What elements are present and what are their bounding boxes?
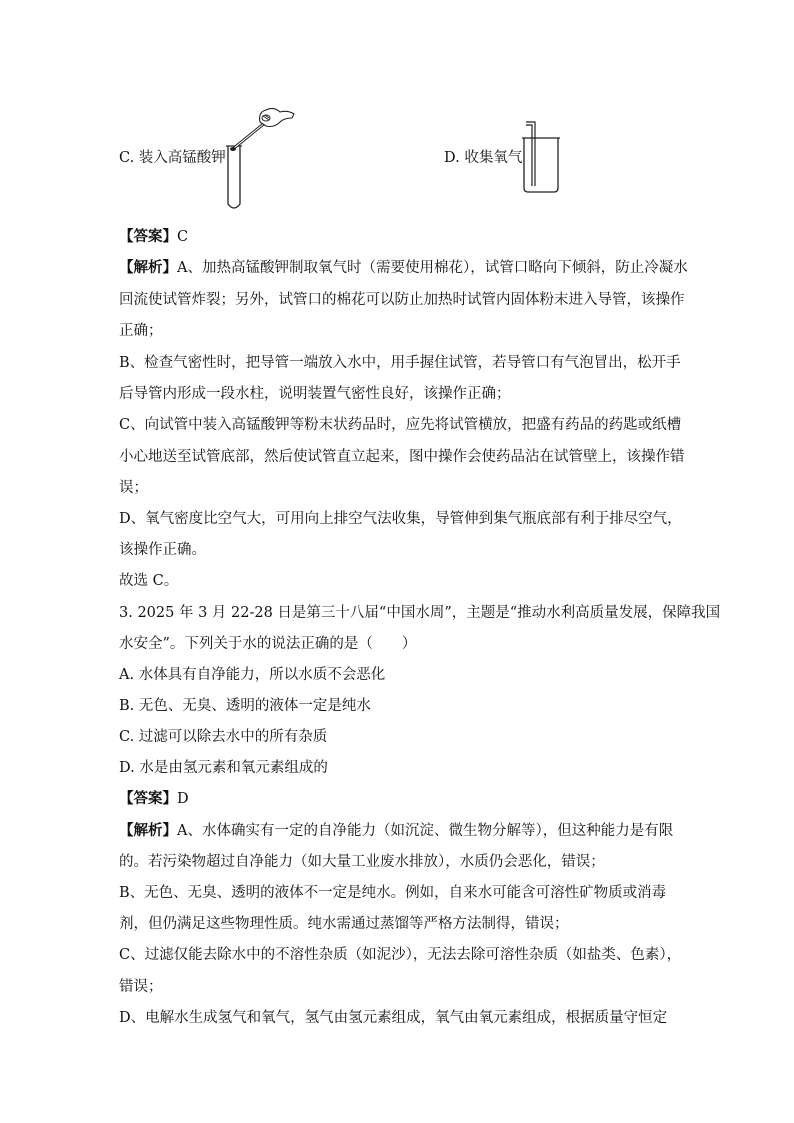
q2-answer: [119, 227, 188, 247]
q3-analysis-line: 剂，但仍满足这些物理性质。纯水需通过蒸馏等严格方法制得，错误；: [119, 916, 569, 932]
q3-option-a: A. 水体具有自净能力，所以水质不会恶化: [119, 667, 386, 683]
q2-analysis-line: D、氧气密度比空气大，可用向上排空气法收集，导管伸到集气瓶底部有利于排尽空气，: [119, 511, 682, 527]
q3-analysis-line: B、无色、无臭、透明的液体不一定是纯水。例如，自来水可能含可溶性矿物质或消毒: [119, 885, 667, 901]
q2-analysis-line: 误；: [119, 480, 148, 496]
answer-value: C: [177, 229, 189, 245]
q2-analysis-line: 正确；: [119, 323, 163, 339]
q2-analysis-line: C、向试管中装入高锰酸钾等粉末状药品时，应先将试管横放，把盛有药品的药匙或纸槽: [119, 417, 682, 433]
q2-analysis-line: 后导管内形成一段水柱，说明装置气密性良好，该操作正确；: [119, 386, 511, 402]
q2-analysis-line: 回流使试管炸裂；另外，试管口的棉花可以防止加热时试管内固体粉末进入导管，该操作: [119, 292, 685, 308]
q3-option-d: D. 水是由氢元素和氧元素组成的: [119, 760, 328, 776]
test-tube-spatula-figure: [222, 100, 300, 212]
answer-tag: 【答案】: [119, 790, 177, 807]
q3-stem-line: 水安全”。下列关于水的说法正确的是（ ）: [119, 636, 417, 652]
option-c-label: C. 装入高锰酸钾: [119, 150, 226, 166]
q3-stem-line: 3. 2025 年 3 月 22-28 日是第三十八届“中国水周”，主题是“推动水利高质量发展，保障我国: [119, 605, 721, 621]
q2-analysis-line: 【解析】A、加热高锰酸钾制取氧气时（需要使用棉花），试管口略向下倾斜，防止冷凝水: [119, 259, 688, 276]
q3-answer: [119, 789, 189, 809]
gas-collection-bottle-figure: [518, 118, 562, 194]
answer-value: D: [177, 791, 189, 807]
q2-analysis-line: 故选 C。: [119, 573, 179, 589]
q3-analysis-line: D、电解水生成氢气和氧气，氢气由氢元素组成，氧气由氧元素组成，根据质量守恒定: [119, 1010, 668, 1026]
analysis-tag: 【解析】: [119, 259, 177, 276]
answer-tag: 【答案】: [119, 228, 177, 245]
q3-analysis-line: C、过滤仅能去除水中的不溶性杂质（如泥沙），无法去除可溶性杂质（如盐类、色素），: [119, 947, 682, 963]
q3-analysis-line: 错误；: [119, 979, 163, 995]
q3-option-c: C. 过滤可以除去水中的所有杂质: [119, 729, 328, 745]
q2-analysis-line: 小心地送至试管底部，然后使试管直立起来，图中操作会使药品沾在试管壁上，该操作错: [119, 449, 685, 465]
q3-option-b: B. 无色、无臭、透明的液体一定是纯水: [119, 698, 371, 714]
q3-analysis-line: 的。若污染物超过自净能力（如大量工业废水排放），水质仍会恶化，错误；: [119, 854, 605, 870]
q2-analysis-line: B、检查气密性时，把导管一端放入水中，用手握住试管，若导管口有气泡冒出，松开手: [119, 355, 681, 371]
option-d-label: D. 收集氧气: [444, 150, 523, 166]
analysis-tag: 【解析】: [119, 822, 177, 839]
q3-analysis-line: 【解析】A、水体确实有一定的自净能力（如沉淀、微生物分解等），但这种能力是有限: [119, 822, 674, 839]
q2-analysis-line: 该操作正确。: [119, 542, 206, 558]
